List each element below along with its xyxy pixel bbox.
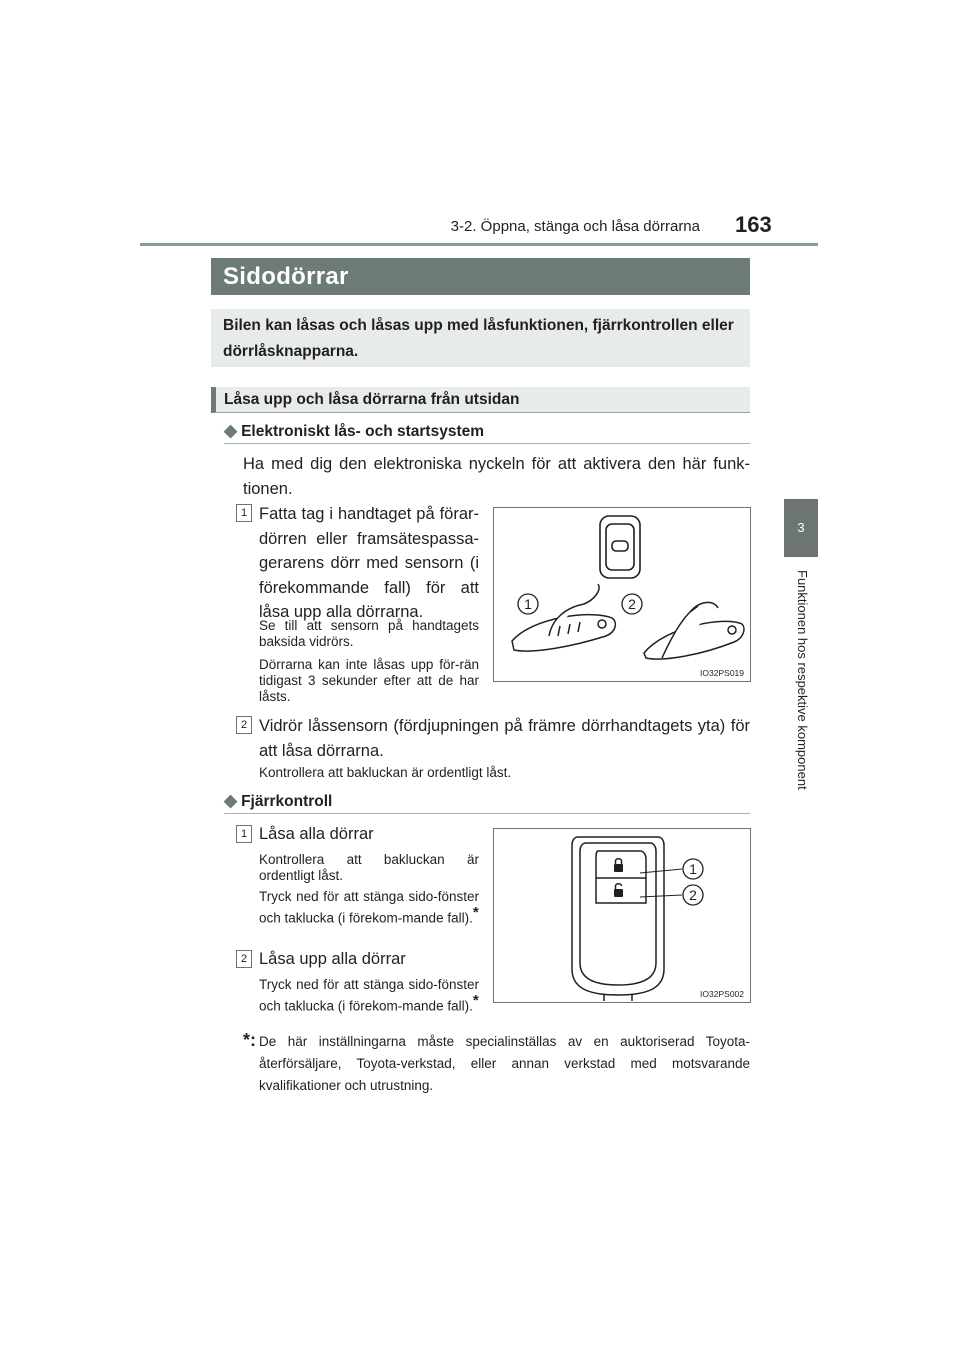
section-heading-text: Fjärrkontroll (241, 793, 333, 810)
step-note: Kontrollera att bakluckan är ordentligt låst. (259, 765, 512, 780)
step-note-text: Tryck ned för att stänga sido-fönster och taklucka (i förekom-mande fall). (259, 977, 479, 1014)
asterisk: * (472, 904, 479, 921)
footnote-marker: *: (243, 1030, 256, 1050)
remote-key-illustration (494, 829, 750, 1002)
callout-2 (683, 885, 703, 905)
callout-2 (622, 594, 642, 614)
callout-1 (683, 859, 703, 879)
step-note-asterisk (259, 889, 479, 927)
footnote-text: De här inställningarna måste specialinställas av en auktoriserad Toyota-återförsäljare, Toyota-verkstad, eller annan verkstad med motsvarande kvalifikationer och utrustning. (259, 1034, 750, 1093)
section-heading-text: Elektroniskt lås- och startsystem (241, 423, 485, 440)
step-text: Fatta tag i handtaget på förar-dörren eller framsätespassa-gerarens dörr med sensorn (i förekommande fall) för att låsa upp alla dörrarna. (259, 505, 479, 621)
intro-box: Bilen kan låsas och låsas upp med låsfunktionen, fjärrkontrollen eller dörrlåsknapparna. (211, 309, 750, 367)
page-title: Sidodörrar (211, 258, 750, 295)
section-header: 3-2. Öppna, stänga och låsa dörrarna (450, 218, 700, 235)
figure-door-handle (493, 507, 751, 682)
svg-text:1: 1 (689, 861, 697, 877)
diamond-icon: ◆ (224, 791, 238, 810)
chapter-title: Funktionen hos respektive komponent (795, 570, 810, 790)
header-divider (140, 243, 818, 246)
step-text: Vidrör låssensorn (fördjupningen på främre dörrhandtagets yta) för att låsa dörrarna. (259, 717, 750, 760)
page-number: 163 (735, 212, 772, 237)
callout-1 (518, 594, 538, 614)
door-handle-illustration (494, 508, 750, 681)
step-text: Låsa upp alla dörrar (259, 950, 406, 968)
asterisk: * (472, 992, 479, 1009)
section-lead: Ha med dig den elektroniska nyckeln för att aktivera den här funk-tionen. (243, 455, 750, 498)
door-handle-right (644, 602, 744, 659)
section-rule (224, 443, 750, 444)
step-note-asterisk (259, 977, 479, 1015)
step-number: 1 (236, 504, 252, 522)
svg-text:2: 2 (628, 596, 636, 612)
figure-id: IO32PS019 (700, 668, 744, 678)
key-fob-body (572, 837, 664, 1001)
step-number: 2 (236, 716, 252, 734)
smart-key-icon (600, 516, 640, 578)
svg-text:2: 2 (689, 887, 697, 903)
section-heading-electronic (224, 421, 484, 441)
step-text: Låsa alla dörrar (259, 825, 374, 843)
step-number: 2 (236, 950, 252, 968)
section-rule (224, 813, 750, 814)
figure-id: IO32PS002 (700, 989, 744, 999)
step-number: 1 (236, 825, 252, 843)
section-heading-remote (224, 791, 332, 811)
step-note: Dörrarna kan inte låsas upp för-rän tidigast 3 sekunder efter att de har låsts. (259, 657, 479, 704)
diamond-icon: ◆ (224, 421, 238, 440)
step-note: Se till att sensorn på handtagets baksida vidrörs. (259, 618, 479, 649)
step-note: Kontrollera att bakluckan är ordentligt låst. (259, 852, 479, 883)
svg-text:1: 1 (524, 596, 532, 612)
chapter-tab: 3 (784, 499, 818, 557)
figure-remote-key (493, 828, 751, 1003)
subheading: Låsa upp och låsa dörrarna från utsidan (211, 387, 750, 413)
step-note-text: Tryck ned för att stänga sido-fönster och taklucka (i förekom-mande fall). (259, 889, 479, 926)
chapter-title-vertical (794, 570, 810, 820)
